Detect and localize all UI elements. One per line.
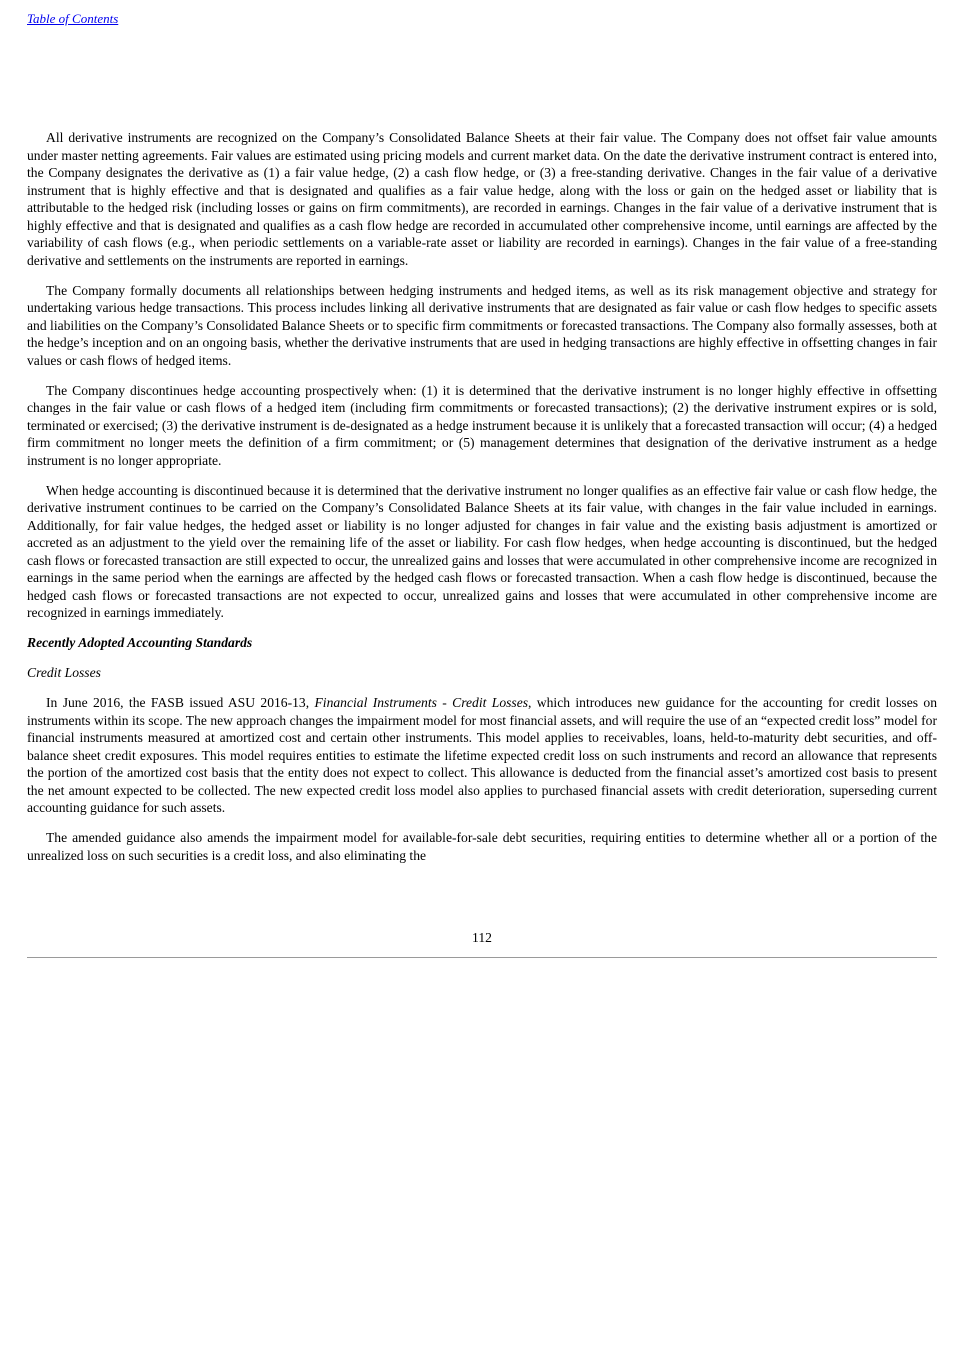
paragraph-hedge-documentation: The Company formally documents all relationships between hedging instruments and hedged items, as well as its risk management objective and strategy for undertaking various hedge transactions. This process includes linking all derivative instruments that are designated as fair value or cash flow hedges to specific assets and liabilities on the Company’s Consolidated Balance Sheets or to specific firm commitments or forecasted transactions. The Company also formally assesses, both at the hedge’s inception and on an ongoing basis, whether the derivative instruments that are used in hedging transactions are highly effective in offsetting changes in fair values or cash flows of hedged items. [27, 282, 937, 368]
paragraph-asu-2016-13 [27, 694, 937, 817]
subsection-heading: Credit Losses [27, 665, 101, 680]
section-heading: Recently Adopted Accounting Standards [27, 635, 253, 650]
paragraph-hedge-discontinuation-effects: When hedge accounting is discontinued because it is determined that the derivative instrument no longer qualifies as an effective fair value or cash flow hedge, the derivative instrument continues to be carried on the Company’s Consolidated Balance Sheets at its fair value, with changes in the fair value included in earnings. Additionally, for fair value hedges, the hedged asset or liability is no longer adjusted for changes in fair value and the existing basis adjustment is amortized or accreted as an adjustment to the yield over the remaining life of the asset or liability. For cash flow hedges, when hedge accounting is discontinued, but the hedged cash flows or forecasted transaction are still expected to occur, the unrealized gains and losses that were accumulated in other comprehensive income are recognized in earnings in the same period when the earnings are affected by the hedged cash flows or forecasted transaction. When a cash flow hedge is discontinued, because the hedged cash flows or forecasted transactions are not expected to occur, unrealized gains and losses that were accumulated in other comprehensive income are recognized in earnings immediately. [27, 482, 937, 620]
document-body [27, 129, 937, 877]
page-number: 112 [472, 930, 492, 945]
footer-divider [27, 957, 937, 958]
table-of-contents-link[interactable]: Table of Contents [27, 11, 119, 26]
paragraph-afs-impairment: The amended guidance also amends the impairment model for available-for-sale debt securities, requiring entities to determine whether all or a portion of the unrealized loss on such securities is a credit loss, and also eliminating the [27, 830, 937, 863]
paragraph-hedge-discontinuation-conditions: The Company discontinues hedge accounting prospectively when: (1) it is determined that the derivative instrument is no longer highly effective in offsetting changes in the fair value or cash flows of a hedged item (including firm commitments or forecasted transactions); (2) the derivative instrument expires or is sold, terminated or exercised; (3) the derivative instrument is de-designated as a hedge instrument because it is unlikely that a forecasted transaction will occur; (4) a hedged firm commitment no longer meets the definition of a firm commitment; or (5) management determines that designation of the derivative instrument as a hedge instrument is no longer appropriate. [27, 382, 937, 468]
asu-title: Financial Instruments - Credit Losses [314, 695, 529, 710]
asu-text-start: In June 2016, the FASB issued ASU 2016-13, [46, 695, 315, 710]
paragraph-derivative-recognition: All derivative instruments are recognized on the Company’s Consolidated Balance Sheets at their fair value. The Company does not offset fair value amounts under master netting agreements. Fair values are estimated using pricing models and current market data. On the date the derivative instrument contract is entered into, the Company designates the derivative as (1) a fair value hedge, (2) a cash flow hedge, or (3) a free-standing derivative. Changes in the fair value of a derivative instrument that is highly effective and that is designated and qualifies as a fair value hedge, along with the loss or gain on the hedged asset or liability that is attributable to the hedged risk (including losses or gains on firm commitments), are recorded in earnings. Changes in the fair value of a derivative instrument that is highly effective and that is designated and qualifies as a cash flow hedge are recorded in accumulated other comprehensive income, until earnings are affected by the variability of cash flows (e.g., when periodic settlements on a variable-rate asset or liability are recorded in earnings). Changes in the fair value of a free-standing derivative and settlements on the instruments are reported in earnings. [27, 130, 937, 268]
asu-text-rest: , which introduces new guidance for the accounting for credit losses on instruments within its scope. The new approach changes the impairment model for most financial assets, and will require the use of an “expected credit loss” model for financial instruments measured at amortized cost and certain other instruments. This model applies to receivables, loans, held-to-maturity debt securities, and off-balance sheet credit exposures. This model requires entities to estimate the lifetime expected credit loss on such instruments and record an allowance that represents the portion of the amortized cost basis that the entity does not expect to collect. This allowance is deducted from the financial asset’s amortized cost basis to present the net amount expected to be collected. The new expected credit loss model also applies to purchased financial assets with credit deterioration, superseding current accounting guidance for such assets. [27, 695, 937, 815]
